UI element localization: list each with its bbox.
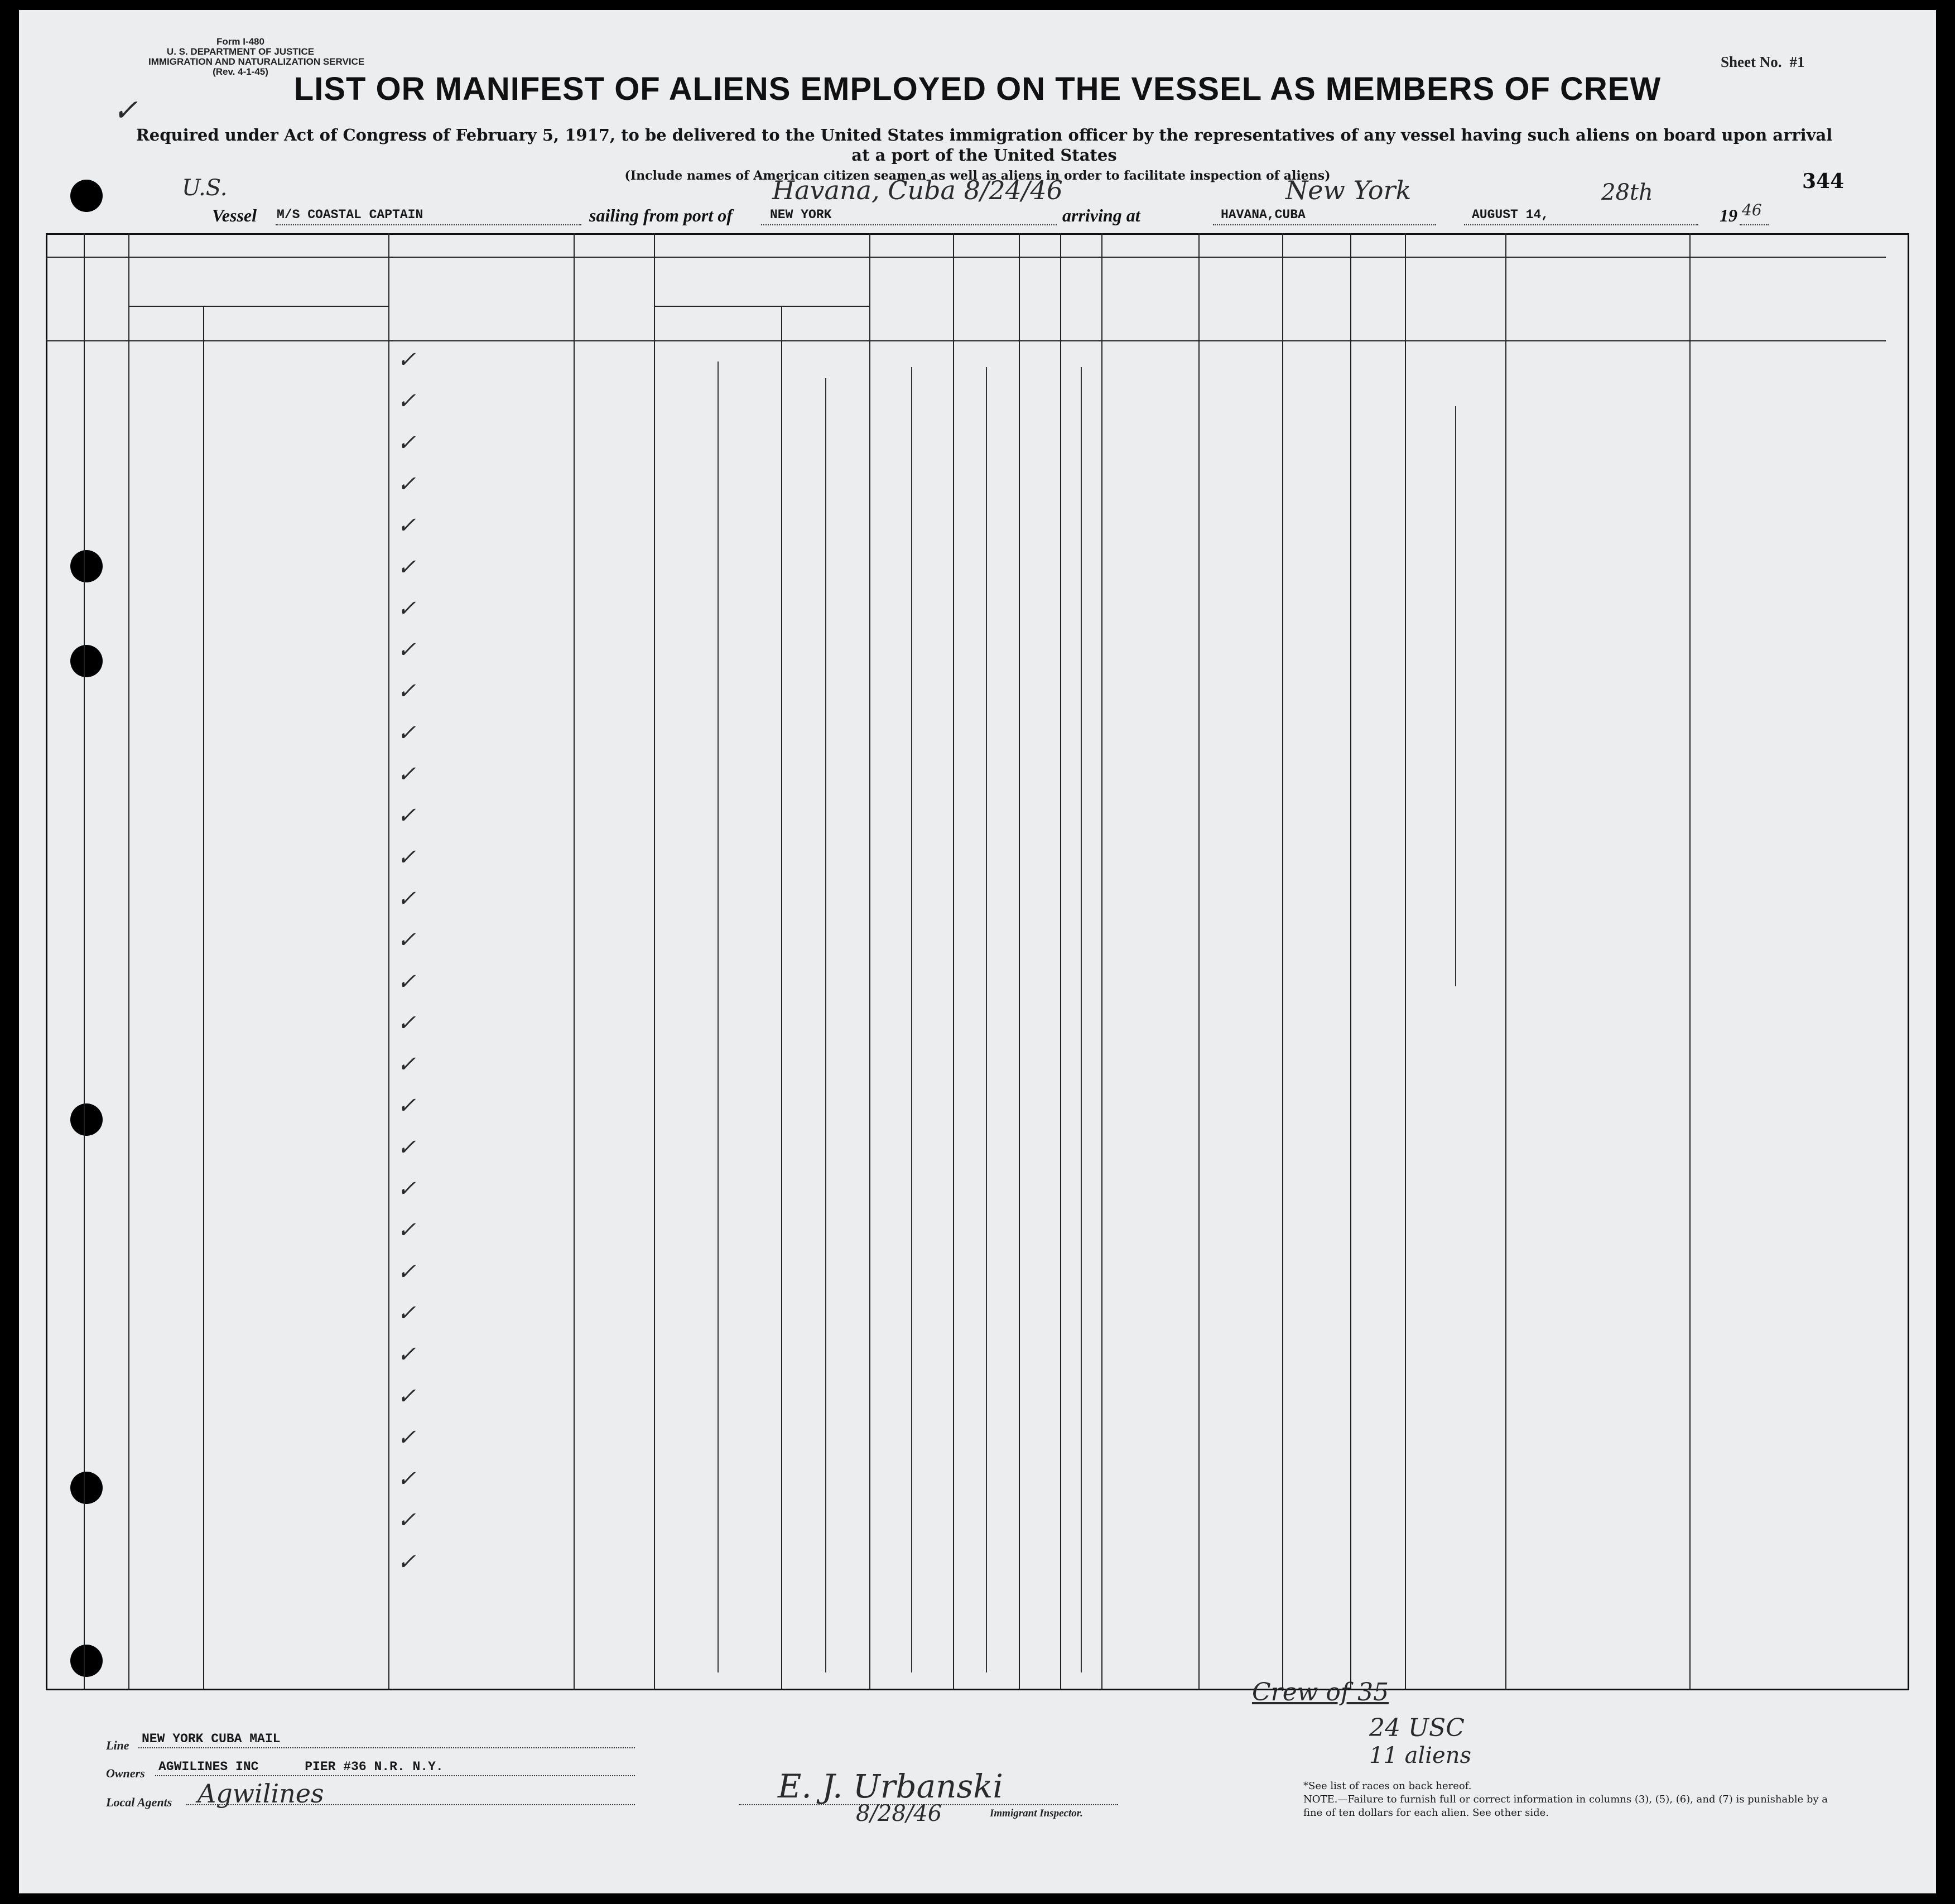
- service-check-icon: ✓: [397, 554, 416, 580]
- page-subtitle: Required under Act of Congress of February 5, 1917, to be delivered to the United States immigration officer by the representatives of any vessel having such aliens on board upon arrival at a port of the United States: [136, 126, 1833, 165]
- service-check-icon: ✓: [397, 1466, 416, 1492]
- page-title: LIST OR MANIFEST OF ALIENS EMPLOYED ON THE VESSEL AS MEMBERS OF CREW: [293, 71, 1662, 107]
- aliens-summary: 11 aliens: [1369, 1743, 1472, 1768]
- sailing-hand: Havana, Cuba 8/24/46: [772, 175, 1063, 205]
- form-number: Form I-480: [216, 36, 264, 47]
- service-check-icon: ✓: [397, 471, 416, 497]
- manifest-sheet: [19, 10, 1936, 1893]
- vessel-hand: U.S.: [182, 175, 228, 201]
- owners-value: AGWILINES INC PIER #36 N.R. N.Y.: [158, 1760, 444, 1774]
- service-check-icon: ✓: [397, 1259, 416, 1285]
- service-check-icon: ✓: [397, 1424, 416, 1450]
- arriving-label: arriving at: [1062, 205, 1140, 225]
- agents-value: Agwilines: [198, 1778, 324, 1809]
- service-check-icon: ✓: [397, 1010, 416, 1036]
- owners-label: Owners: [106, 1766, 145, 1780]
- service-check-icon: ✓: [397, 1093, 416, 1119]
- service-check-icon: ✓: [397, 347, 416, 373]
- footnote-races: *See list of races on back hereof.: [1303, 1780, 1472, 1792]
- sheet-number: Sheet No. #1: [1721, 54, 1805, 70]
- service-check-icon: ✓: [397, 927, 416, 953]
- date-value: AUGUST 14,: [1472, 208, 1549, 222]
- sailing-value: NEW YORK: [770, 208, 832, 222]
- service-check-icon: ✓: [397, 1383, 416, 1409]
- form-service: IMMIGRATION AND NATURALIZATION SERVICE: [148, 56, 365, 67]
- vessel-label: Vessel: [212, 205, 257, 225]
- year-prefix: 19: [1720, 205, 1737, 225]
- service-check-icon: ✓: [397, 513, 416, 539]
- service-check-icon: ✓: [397, 637, 416, 663]
- service-check-icon: ✓: [397, 1549, 416, 1575]
- service-check-icon: ✓: [397, 1507, 416, 1534]
- table-rows: [19, 10, 1936, 1893]
- service-check-icon: ✓: [397, 720, 416, 746]
- line-value: NEW YORK CUBA MAIL: [142, 1732, 281, 1746]
- service-check-icon: ✓: [397, 1176, 416, 1202]
- service-check-icon: ✓: [397, 968, 416, 995]
- service-check-icon: ✓: [397, 1217, 416, 1243]
- page-note: (Include names of American citizen seamen as well as aliens in order to facilitate inspection of aliens): [624, 168, 1331, 183]
- stamp-number: 344: [1802, 170, 1845, 193]
- year-value: 46: [1742, 201, 1762, 219]
- service-check-icon: ✓: [397, 388, 416, 414]
- crew-summary: Crew of 35: [1252, 1678, 1389, 1707]
- sailing-label: sailing from port of: [589, 205, 733, 225]
- arriving-hand: New York: [1285, 175, 1412, 205]
- service-check-icon: ✓: [397, 1342, 416, 1368]
- service-check-icon: ✓: [397, 844, 416, 870]
- service-check-icon: ✓: [397, 1052, 416, 1078]
- service-check-icon: ✓: [397, 678, 416, 705]
- service-check-icon: ✓: [397, 1300, 416, 1326]
- check-mark: ✓: [113, 93, 138, 128]
- inspector-signature: E. J. Urbanski: [778, 1767, 1003, 1805]
- signature-date: 8/28/46: [856, 1801, 942, 1826]
- service-check-icon: ✓: [397, 885, 416, 912]
- usc-summary: 24 USC: [1369, 1714, 1465, 1742]
- line-label: Line: [106, 1738, 129, 1752]
- inspector-label: Immigrant Inspector.: [990, 1807, 1083, 1819]
- service-check-icon: ✓: [397, 595, 416, 621]
- service-check-icon: ✓: [397, 430, 416, 456]
- date-hand: 28th: [1601, 180, 1653, 205]
- footnote-penalty: NOTE.—Failure to furnish full or correct information in columns (3), (5), (6), and (7) is punishable by a fine of ten dollars for each alien. See other side.: [1303, 1794, 1828, 1819]
- service-check-icon: ✓: [397, 803, 416, 829]
- agents-label: Local Agents: [106, 1795, 172, 1809]
- form-rev: (Rev. 4-1-45): [213, 66, 268, 77]
- form-dept: U. S. DEPARTMENT OF JUSTICE: [166, 46, 315, 57]
- service-check-icon: ✓: [397, 1134, 416, 1160]
- arriving-value: HAVANA,CUBA: [1221, 208, 1306, 222]
- vessel-value: M/S COASTAL CAPTAIN: [277, 208, 423, 222]
- service-check-icon: ✓: [397, 761, 416, 787]
